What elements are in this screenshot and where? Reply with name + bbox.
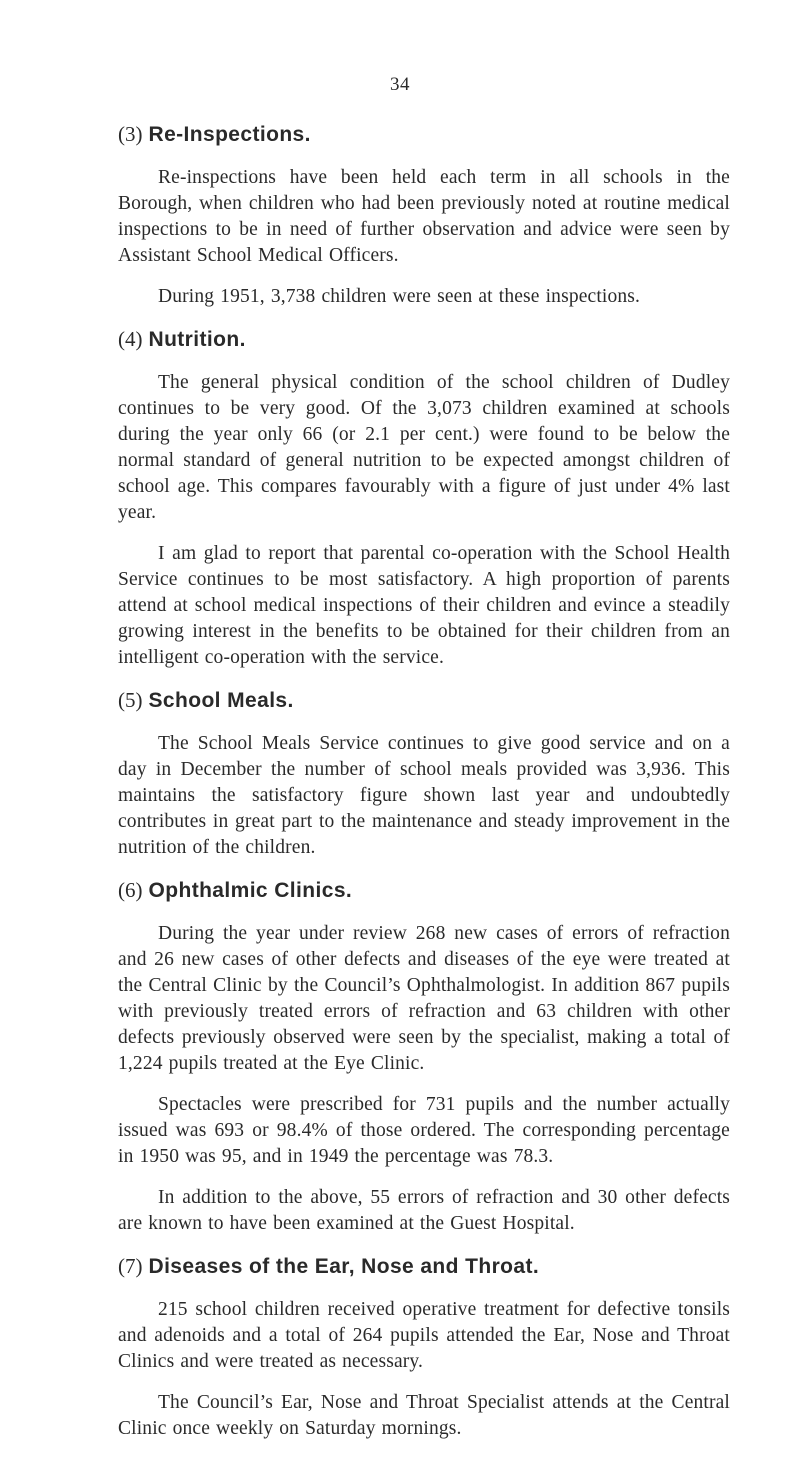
section-re-inspections bbox=[118, 120, 730, 310]
section-heading bbox=[118, 325, 730, 354]
section-number: (4) bbox=[118, 327, 143, 351]
section-nutrition bbox=[118, 325, 730, 671]
section-heading bbox=[118, 876, 730, 905]
section-number: (5) bbox=[118, 688, 143, 712]
section-title: School Meals. bbox=[148, 689, 294, 712]
section-title: Ophthalmic Clinics. bbox=[148, 879, 353, 902]
section-number: (6) bbox=[118, 878, 143, 902]
paragraph: In addition to the above, 55 errors of refraction and 30 other defects are known to have been examined at the Guest Hospital. bbox=[118, 1187, 730, 1234]
paragraph: The general physical condition of the school children of Dudley continues to be very good. Of the 3,073 children examined at schools during the year only 66 (or 2.1 per cent.) were found to be below the normal standard of general nutrition to be expected amongst children of school age. This compares favourably with a figure of just under 4% last year. bbox=[118, 372, 730, 523]
paragraph: The School Meals Service continues to give good service and on a day in December the number of school meals provided was 3,936. This maintains the satisfactory figure shown last year and undoubtedly contributes in great part to the maintenance and steady improvement in the nutrition of the children. bbox=[118, 733, 730, 858]
paragraph: The Council’s Ear, Nose and Throat Specialist attends at the Central Clinic once weekly on Saturday mornings. bbox=[118, 1392, 730, 1439]
section-title: Re-Inspections. bbox=[148, 123, 311, 146]
section-school-meals bbox=[118, 686, 730, 861]
paragraph: I am glad to report that parental co-operation with the School Health Service continues to be most satisfactory. A high proportion of parents attend at school medical inspections of their children and evince a steadily growing interest in the benefits to be obtained for their children from an intelligent co-operation with the service. bbox=[118, 543, 730, 668]
section-ophthalmic-clinics bbox=[118, 876, 730, 1237]
paragraph: During 1951, 3,738 children were seen at these inspections. bbox=[158, 286, 641, 307]
paragraph: Re-inspections have been held each term in all schools in the Borough, when children who had been previously noted at routine medical inspections to be in need of further observation and advice were seen by Assistant School Medical Officers. bbox=[118, 167, 730, 266]
paragraph: During the year under review 268 new cases of errors of refraction and 26 new cases of other defects and diseases of the eye were treated at the Central Clinic by the Council’s Ophthalmologist. In addition 867 pupils with previously treated errors of refraction and 63 children with other defects previously observed were seen by the specialist, making a total of 1,224 pupils treated at the Eye Clinic. bbox=[118, 923, 730, 1074]
section-heading bbox=[118, 686, 730, 715]
section-ear-nose-throat bbox=[118, 1252, 730, 1442]
section-number: (7) bbox=[118, 1254, 143, 1278]
paragraph: Spectacles were prescribed for 731 pupils and the number actually issued was 693 or 98.4% of those ordered. The corresponding percentage in 1950 was 95, and in 1949 the percentage was 78.3. bbox=[118, 1094, 730, 1167]
section-heading bbox=[118, 120, 730, 149]
document-body bbox=[118, 120, 730, 1457]
paragraph: 215 school children received operative treatment for defective tonsils and adenoids and a total of 264 pupils attended the Ear, Nose and Throat Clinics and were treated as necessary. bbox=[118, 1299, 730, 1372]
section-title: Diseases of the Ear, Nose and Throat. bbox=[148, 1255, 540, 1278]
section-title: Nutrition. bbox=[148, 328, 246, 351]
page-number: 34 bbox=[390, 74, 410, 95]
section-number: (3) bbox=[118, 122, 143, 146]
section-heading bbox=[118, 1252, 730, 1281]
